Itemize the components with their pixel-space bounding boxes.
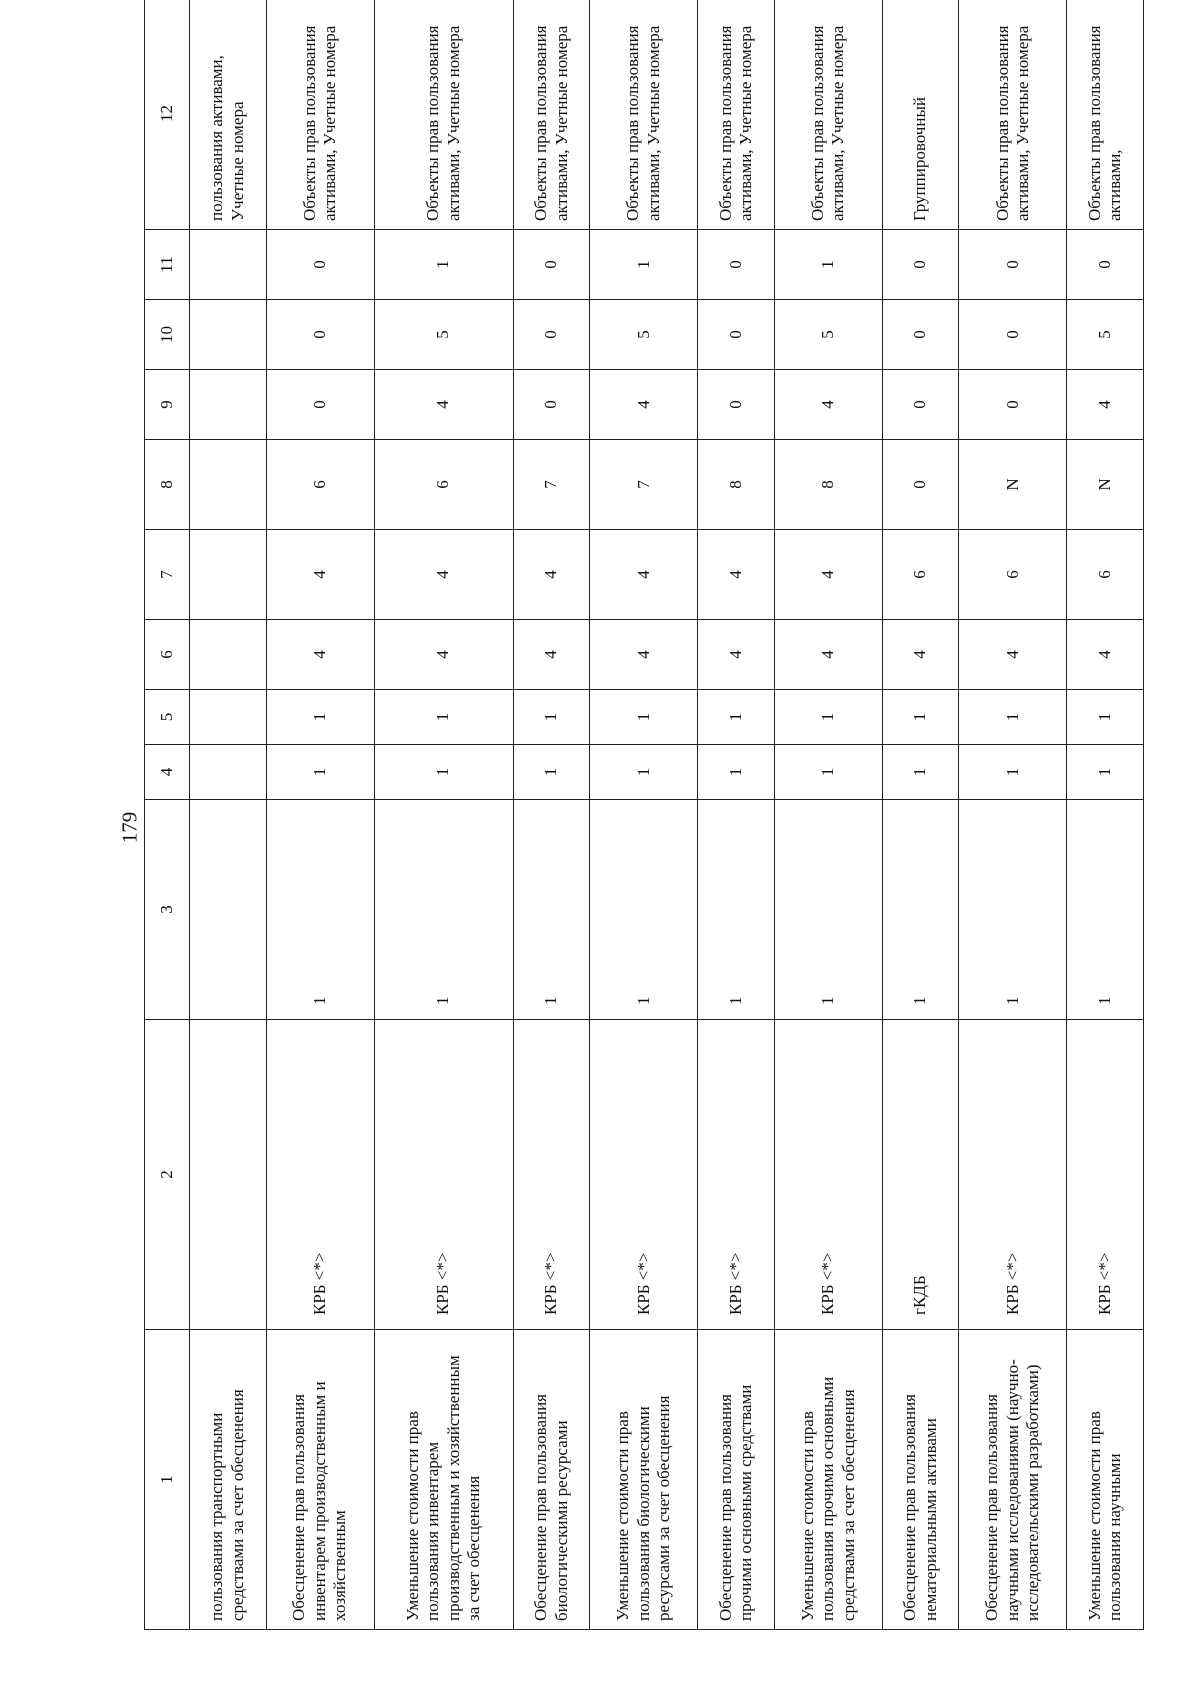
table-cell-col-1: Уменьшение стоимости прав пользования инвентарем производственным и хозяйственным за счет обесценения xyxy=(374,1330,513,1630)
table-cell-col-6: 4 xyxy=(590,620,698,690)
column-header-7: 7 xyxy=(145,530,190,620)
table-cell-col-11: 0 xyxy=(513,230,590,300)
column-header-2: 2 xyxy=(145,1020,190,1330)
table-cell-col-10: 0 xyxy=(959,300,1067,370)
table-cell-col-5: 1 xyxy=(774,690,882,745)
table-cell-col-4: 1 xyxy=(590,745,698,800)
table-cell-col-11: 1 xyxy=(590,230,698,300)
table-cell-col-3: 1 xyxy=(959,800,1067,1020)
table-cell-col-4: 1 xyxy=(882,745,959,800)
table-cell-col-9: 0 xyxy=(513,370,590,440)
table-cell-col-2: КРБ <*> xyxy=(590,1020,698,1330)
table-cell-col-2: КРБ <*> xyxy=(959,1020,1067,1330)
table-cell-col-1: Обесценение прав пользования инвентарем производственным и хозяйственным xyxy=(266,1330,374,1630)
table-row xyxy=(513,0,590,1630)
table-cell-col-11: 0 xyxy=(698,230,775,300)
table-cell-col-7: 4 xyxy=(774,530,882,620)
table-cell-col-6: 4 xyxy=(513,620,590,690)
column-header-11: 11 xyxy=(145,230,190,300)
table-cell-col-3: 1 xyxy=(774,800,882,1020)
table-cell-col-8: 8 xyxy=(698,440,775,530)
table-cell-col-9: 4 xyxy=(374,370,513,440)
table-cell-col-5: 1 xyxy=(698,690,775,745)
column-header-6: 6 xyxy=(145,620,190,690)
table-cell-col-12: Объекты прав пользования активами, Учетные номера xyxy=(698,0,775,230)
table-cell-col-12: Объекты прав пользования активами, Учетные номера xyxy=(590,0,698,230)
table-cell-col-6 xyxy=(190,620,267,690)
table-cell-col-2: КРБ <*> xyxy=(774,1020,882,1330)
table-cell-col-6: 4 xyxy=(959,620,1067,690)
table-row xyxy=(698,0,775,1630)
table-cell-col-10: 0 xyxy=(698,300,775,370)
table-cell-col-8: 6 xyxy=(374,440,513,530)
table-cell-col-2: КРБ <*> xyxy=(266,1020,374,1330)
table-cell-col-12: Объекты прав пользования активами, xyxy=(1067,0,1144,230)
table-cell-col-8: N xyxy=(1067,440,1144,530)
column-header-12: 12 xyxy=(145,0,190,230)
table-cell-col-11: 1 xyxy=(774,230,882,300)
table-cell-col-1: Уменьшение стоимости прав пользования прочими основными средствами за счет обесценения xyxy=(774,1330,882,1630)
table-cell-col-6: 4 xyxy=(266,620,374,690)
table-cell-col-1: Обесценение прав пользования биологическими ресурсами xyxy=(513,1330,590,1630)
table-cell-col-5: 1 xyxy=(374,690,513,745)
table-cell-col-1: пользования транспортными средствами за счет обесценения xyxy=(190,1330,267,1630)
table-row xyxy=(1067,0,1144,1630)
table-cell-col-7: 6 xyxy=(882,530,959,620)
rotated-table-container xyxy=(144,25,1144,1630)
table-cell-col-2: КРБ <*> xyxy=(374,1020,513,1330)
column-header-1: 1 xyxy=(145,1330,190,1630)
table-cell-col-2: КРБ <*> xyxy=(513,1020,590,1330)
table-header-row xyxy=(145,0,190,1630)
rotated-table-frame xyxy=(144,25,1144,1630)
table-cell-col-2 xyxy=(190,1020,267,1330)
table-cell-col-8: 8 xyxy=(774,440,882,530)
table-cell-col-11: 0 xyxy=(1067,230,1144,300)
table-row xyxy=(374,0,513,1630)
table-cell-col-7: 6 xyxy=(1067,530,1144,620)
table-cell-col-12: Объекты прав пользования активами, Учетные номера xyxy=(959,0,1067,230)
table-cell-col-4: 1 xyxy=(374,745,513,800)
table-cell-col-5 xyxy=(190,690,267,745)
table-cell-col-11: 0 xyxy=(959,230,1067,300)
table-cell-col-6: 4 xyxy=(698,620,775,690)
table-cell-col-7: 4 xyxy=(374,530,513,620)
table-cell-col-3: 1 xyxy=(266,800,374,1020)
table-cell-col-4: 1 xyxy=(1067,745,1144,800)
table-cell-col-4 xyxy=(190,745,267,800)
table-cell-col-3: 1 xyxy=(590,800,698,1020)
table-cell-col-9: 4 xyxy=(774,370,882,440)
table-cell-col-6: 4 xyxy=(1067,620,1144,690)
table-cell-col-10: 5 xyxy=(590,300,698,370)
table-cell-col-10: 5 xyxy=(774,300,882,370)
table-cell-col-11: 1 xyxy=(374,230,513,300)
table-cell-col-10: 0 xyxy=(882,300,959,370)
table-body xyxy=(190,0,1144,1630)
table-cell-col-1: Обесценение прав пользования нематериальными активами xyxy=(882,1330,959,1630)
table-cell-col-4: 1 xyxy=(698,745,775,800)
column-header-4: 4 xyxy=(145,745,190,800)
table-cell-col-3: 1 xyxy=(374,800,513,1020)
table-cell-col-9: 0 xyxy=(698,370,775,440)
table-cell-col-10: 5 xyxy=(1067,300,1144,370)
table-cell-col-6: 4 xyxy=(882,620,959,690)
table-row xyxy=(774,0,882,1630)
table-cell-col-8: 6 xyxy=(266,440,374,530)
table-cell-col-12: Объекты прав пользования активами, Учетные номера xyxy=(266,0,374,230)
table-cell-col-3: 1 xyxy=(882,800,959,1020)
table-cell-col-8: 0 xyxy=(882,440,959,530)
table-cell-col-10 xyxy=(190,300,267,370)
table-cell-col-1: Обесценение прав пользования научными исследованиями (научно-исследовательскими разработками) xyxy=(959,1330,1067,1630)
table-cell-col-4: 1 xyxy=(266,745,374,800)
table-cell-col-9 xyxy=(190,370,267,440)
table-cell-col-7: 4 xyxy=(590,530,698,620)
table-cell-col-5: 1 xyxy=(1067,690,1144,745)
table-row xyxy=(190,0,267,1630)
table-cell-col-3: 1 xyxy=(698,800,775,1020)
table-cell-col-8: 7 xyxy=(590,440,698,530)
table-cell-col-5: 1 xyxy=(513,690,590,745)
table-cell-col-12: Объекты прав пользования активами, Учетные номера xyxy=(513,0,590,230)
table-cell-col-6: 4 xyxy=(374,620,513,690)
table-cell-col-10: 5 xyxy=(374,300,513,370)
table-cell-col-3: 1 xyxy=(1067,800,1144,1020)
column-header-8: 8 xyxy=(145,440,190,530)
table-cell-col-8 xyxy=(190,440,267,530)
table-cell-col-2: КРБ <*> xyxy=(698,1020,775,1330)
table-cell-col-11 xyxy=(190,230,267,300)
column-header-9: 9 xyxy=(145,370,190,440)
table-row xyxy=(959,0,1067,1630)
table-cell-col-12: пользования активами, Учетные номера xyxy=(190,0,267,230)
table-cell-col-9: 4 xyxy=(590,370,698,440)
column-header-3: 3 xyxy=(145,800,190,1020)
table-cell-col-9: 0 xyxy=(266,370,374,440)
table-cell-col-9: 0 xyxy=(882,370,959,440)
page-number: 179 xyxy=(117,811,142,844)
table-cell-col-4: 1 xyxy=(959,745,1067,800)
table-cell-col-11: 0 xyxy=(266,230,374,300)
table-cell-col-4: 1 xyxy=(513,745,590,800)
table-cell-col-2: гКДБ xyxy=(882,1020,959,1330)
table-cell-col-7: 4 xyxy=(698,530,775,620)
column-header-10: 10 xyxy=(145,300,190,370)
table-cell-col-5: 1 xyxy=(882,690,959,745)
table-cell-col-7: 6 xyxy=(959,530,1067,620)
table-cell-col-2: КРБ <*> xyxy=(1067,1020,1144,1330)
table-cell-col-10: 0 xyxy=(513,300,590,370)
table-cell-col-12: Объекты прав пользования активами, Учетные номера xyxy=(774,0,882,230)
table-cell-col-12: Объекты прав пользования активами, Учетные номера xyxy=(374,0,513,230)
table-row xyxy=(590,0,698,1630)
table-cell-col-9: 4 xyxy=(1067,370,1144,440)
table-cell-col-8: 7 xyxy=(513,440,590,530)
table-cell-col-5: 1 xyxy=(590,690,698,745)
column-header-5: 5 xyxy=(145,690,190,745)
table-cell-col-11: 0 xyxy=(882,230,959,300)
table-cell-col-5: 1 xyxy=(959,690,1067,745)
table-cell-col-12: Группировочный xyxy=(882,0,959,230)
table-cell-col-10: 0 xyxy=(266,300,374,370)
table-row xyxy=(266,0,374,1630)
classification-table xyxy=(144,0,1144,1630)
table-cell-col-5: 1 xyxy=(266,690,374,745)
table-cell-col-7: 4 xyxy=(513,530,590,620)
table-cell-col-1: Уменьшение стоимости прав пользования научными xyxy=(1067,1330,1144,1630)
table-cell-col-3 xyxy=(190,800,267,1020)
table-cell-col-4: 1 xyxy=(774,745,882,800)
table-cell-col-6: 4 xyxy=(774,620,882,690)
table-cell-col-8: N xyxy=(959,440,1067,530)
table-cell-col-7: 4 xyxy=(266,530,374,620)
table-cell-col-1: Обесценение прав пользования прочими основными средствами xyxy=(698,1330,775,1630)
table-cell-col-1: Уменьшение стоимости прав пользования биологическими ресурсами за счет обесценения xyxy=(590,1330,698,1630)
table-row xyxy=(882,0,959,1630)
table-cell-col-9: 0 xyxy=(959,370,1067,440)
table-cell-col-7 xyxy=(190,530,267,620)
table-cell-col-3: 1 xyxy=(513,800,590,1020)
